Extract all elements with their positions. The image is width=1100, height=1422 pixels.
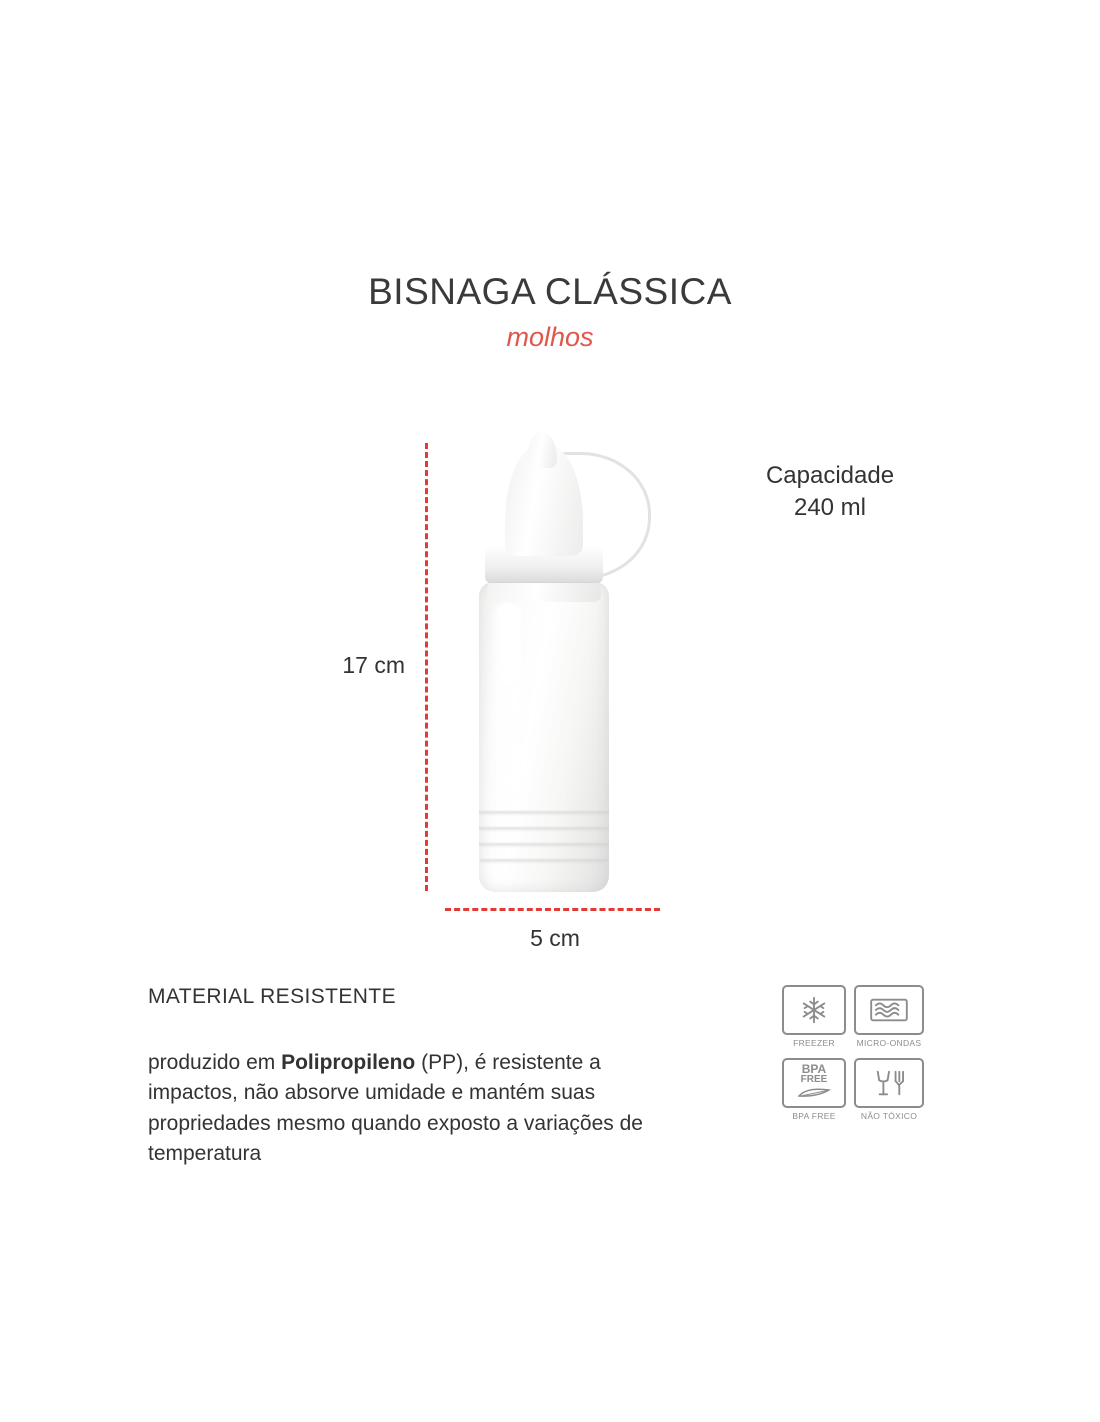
squeeze-bottle-image xyxy=(465,430,655,900)
badge-bpa-free xyxy=(782,1058,846,1121)
height-measure-line xyxy=(425,443,428,891)
title-block xyxy=(0,272,1100,352)
bottle-nozzle-tip xyxy=(527,432,557,468)
bottle-grip-ribs xyxy=(479,800,609,866)
material-text-after: (PP), é resistente a impactos, não absorve umidade e mantém suas propriedades mesmo quando exposto a variações de temperatura xyxy=(148,1051,643,1166)
material-text-before: produzido em xyxy=(148,1051,282,1074)
bpa-free-icon xyxy=(797,1063,831,1103)
food-safe-icon xyxy=(869,1068,909,1098)
leaf-icon xyxy=(797,1088,831,1098)
badge-freezer xyxy=(782,985,846,1048)
snowflake-icon xyxy=(799,995,829,1025)
microwave-icon xyxy=(868,995,910,1025)
badge-microwave xyxy=(854,985,924,1048)
badge-freezer-box xyxy=(782,985,846,1035)
width-measure-line xyxy=(445,908,660,911)
badge-food-safe-caption: NÃO TÓXICO xyxy=(860,1111,918,1121)
width-label: 5 cm xyxy=(530,925,580,951)
badge-microwave-box xyxy=(854,985,924,1035)
material-highlight: Polipropileno xyxy=(281,1051,416,1074)
badge-food-safe xyxy=(854,1058,924,1121)
capacity-label: Capacidade xyxy=(765,462,895,489)
badge-microwave-caption: MICRO-ONDAS xyxy=(856,1038,922,1048)
page-title: BISNAGA CLÁSSICA xyxy=(368,271,732,312)
height-label: 17 cm xyxy=(342,652,405,678)
badge-bpa-free-box xyxy=(782,1058,846,1108)
bpa-line2: FREE xyxy=(800,1074,828,1085)
bpa-line1: BPA xyxy=(801,1062,827,1076)
certification-badges xyxy=(782,985,942,1121)
material-description xyxy=(148,1048,668,1170)
badge-food-safe-box xyxy=(854,1058,924,1108)
product-subtitle: molhos xyxy=(506,321,594,352)
capacity-value: 240 ml xyxy=(793,494,867,522)
capacity-block xyxy=(700,460,960,525)
material-heading: MATERIAL RESISTENTE xyxy=(148,985,396,1008)
badge-freezer-caption: FREEZER xyxy=(793,1038,835,1048)
badge-bpa-free-caption: BPA FREE xyxy=(792,1111,836,1121)
